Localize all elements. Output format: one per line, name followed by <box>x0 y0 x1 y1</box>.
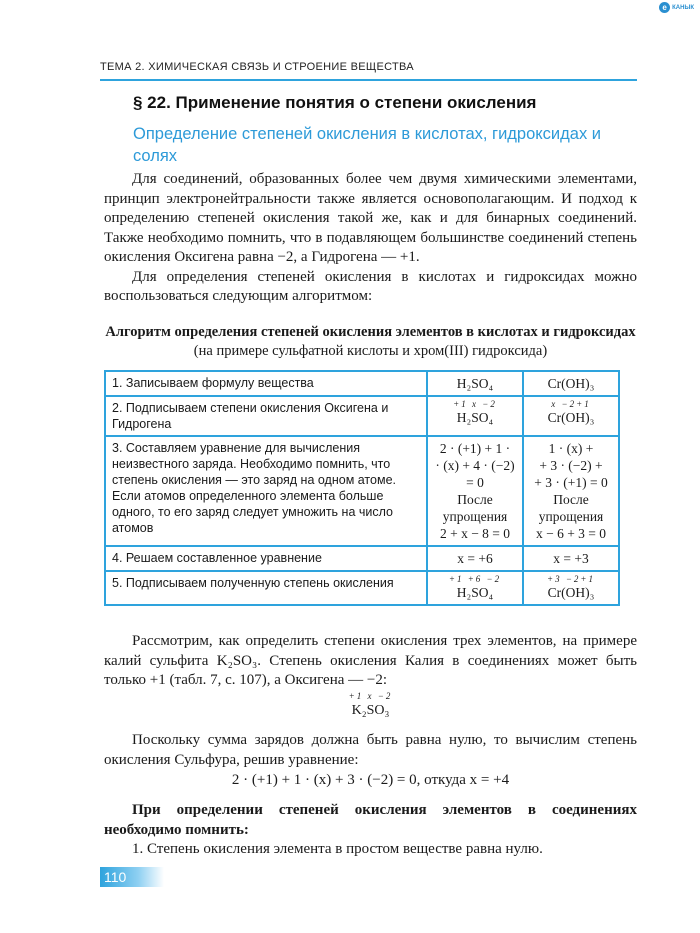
table-row <box>105 571 619 605</box>
algorithm-heading-bold: Алгоритм определения степеней окисления элементов в кислотах и гидроксидах <box>105 324 636 340</box>
equation-line: упрощения <box>538 509 604 524</box>
publisher-logo <box>659 2 694 13</box>
page-number: 110 <box>100 867 164 887</box>
intro-text <box>104 170 637 307</box>
acid-cell <box>427 571 523 605</box>
step-cell: 4. Решаем составленное уравнение <box>105 546 427 571</box>
example-text <box>104 632 637 691</box>
step-cell: 1. Записываем формулу вещества <box>105 371 427 396</box>
table-row <box>105 396 619 436</box>
equation-line: · (x) + 4 · (−2) <box>435 458 515 473</box>
formula: K₂SO₃ <box>351 703 390 718</box>
step-cell: 5. Подписываем полученную степень окисления <box>105 571 427 605</box>
equation-line: 1 · (x) + <box>548 441 594 456</box>
hydroxide-cell <box>523 396 619 436</box>
equation: 2 · (+1) + 1 · (x) + 3 · (−2) = 0, откуда x = +4 <box>231 772 510 788</box>
equation-line: 2 + x − 8 = 0 <box>439 526 511 541</box>
hydroxide-cell: x = +3 <box>523 546 619 571</box>
equation-line: После <box>553 492 589 507</box>
step-cell: 3. Составляем уравнение для вычисления неизвестного заряда. Необходимо помнить, что степень окисления — это заряд на одном атоме. Если атомов определенного элемента больше одного, то его заряд следует умножить на число атомов <box>105 436 427 546</box>
k2so3-formula <box>104 692 637 719</box>
step-cell: 2. Подписываем степени окисления Оксигена и Гидрогена <box>105 396 427 436</box>
paragraph-1: Для соединений, образованных более чем двумя химическими элементами, принцип электронейтральности также является основополагающим. И подход к определению степеней окисления такой же, как и для бинарных соединений. Также необходимо помнить, что в подавляющем большинстве соединений степень окисления Оксигена равна −2, а Гидрогена — +1. <box>104 171 637 265</box>
logo-mark: e <box>659 2 670 13</box>
algorithm-table <box>104 370 620 606</box>
paragraph-6: 1. Степень окисления элемента в простом веществе равна нулю. <box>132 841 543 857</box>
table-row <box>105 546 619 571</box>
hydroxide-cell <box>523 571 619 605</box>
paragraph-3: Рассмотрим, как определить степени окисления трех элементов, на примере калий сульфита K₂SO₃. Степень окисления Калия в соединениях может быть только +1 (табл. 7, с. 107), а Оксигена — −2: <box>104 633 637 688</box>
algorithm-heading-rest: (на примере сульфатной кислоты и хром(III) гидроксида) <box>193 343 548 359</box>
hydroxide-cell <box>523 436 619 546</box>
equation-line: упрощения <box>442 509 508 524</box>
formula: Cr(OH)₃ <box>547 585 595 600</box>
oxidation-states: +1 x −2 <box>348 691 393 701</box>
rules-text <box>104 801 637 860</box>
section-title: § 22. Применение понятия о степени окисления <box>133 93 537 112</box>
table-row <box>105 371 619 396</box>
running-header: ТЕМА 2. ХИМИЧЕСКАЯ СВЯЗЬ И СТРОЕНИЕ ВЕЩЕСТВА <box>100 61 414 73</box>
paragraph-4: Поскольку сумма зарядов должна быть равна нулю, то вычислим степень окисления Сульфура, решив уравнение: <box>104 732 637 768</box>
solution-text <box>104 731 637 770</box>
acid-cell <box>427 396 523 436</box>
logo-text: КАНЫК <box>672 4 694 11</box>
equation-line: После <box>457 492 493 507</box>
paragraph-2: Для определения степеней окисления в кислотах и гидроксидах можно воспользоваться следующим алгоритмом: <box>104 268 637 304</box>
header-rule <box>100 79 637 81</box>
equation-line: = 0 <box>466 475 484 490</box>
formula: H₂SO₄ <box>456 585 494 600</box>
acid-cell: H₂SO₄ <box>427 371 523 396</box>
table-row <box>105 436 619 546</box>
formula: Cr(OH)₃ <box>547 410 595 425</box>
algorithm-heading <box>104 323 637 361</box>
oxidation-states: +1 +6 −2 <box>448 574 502 584</box>
paragraph-5: При определении степеней окисления элементов в соединениях необходимо помнить: <box>104 802 637 838</box>
oxidation-states: +3 −2+1 <box>547 574 595 584</box>
subsection-title: Определение степеней окисления в кислотах, гидроксидах и солях <box>133 125 601 165</box>
equation-line: x − 6 + 3 = 0 <box>535 526 607 541</box>
formula: H₂SO₄ <box>456 410 494 425</box>
oxidation-states: x −2+1 <box>551 399 591 409</box>
equation-line: + 3 · (+1) = 0 <box>534 475 608 490</box>
oxidation-states: +1 x −2 <box>453 399 497 409</box>
equation-line: 2 · (+1) + 1 · <box>439 441 511 456</box>
acid-cell: x = +6 <box>427 546 523 571</box>
hydroxide-cell: Cr(OH)₃ <box>523 371 619 396</box>
equation-line: + 3 · (−2) + <box>539 458 603 473</box>
acid-cell <box>427 436 523 546</box>
